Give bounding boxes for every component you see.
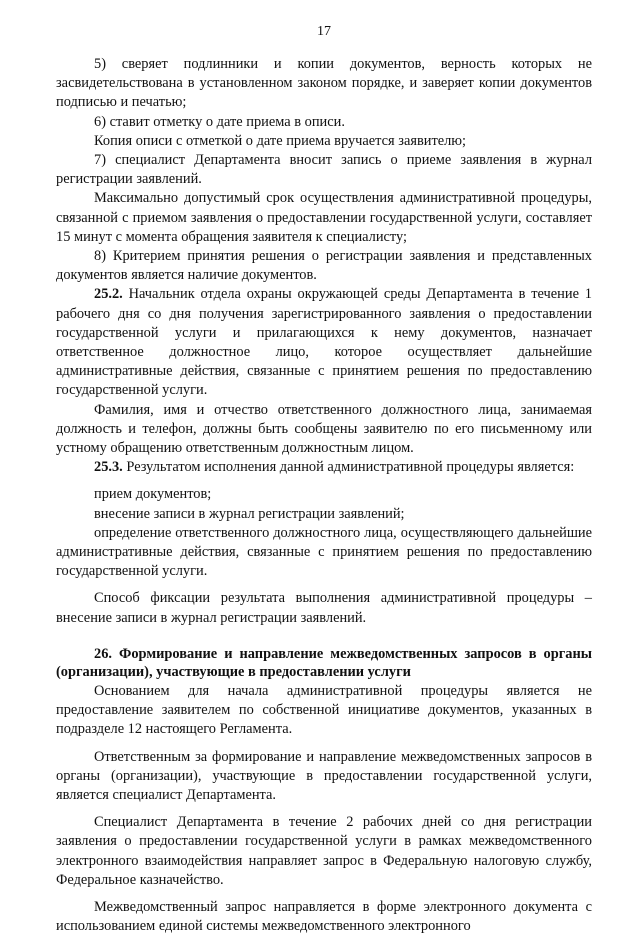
responsible-person-paragraph: Фамилия, имя и отчество ответственного должностного лица, занимаемая должность и телефон, должны быть сообщены заявителю по его письменному или устному обращению ответственным должностным лицом.	[56, 401, 592, 457]
item-8: 8) Критерием принятия решения о регистрации заявления и представленных документов является наличие документов.	[56, 248, 592, 284]
section-26-paragraph-3: Специалист Департамента в течение 2 рабочих дней со дня регистрации заявления о предоставлении государственной услуги в рамках межведомственного электронного взаимодействия направляет запрос в Федеральную налоговую службу, Федеральное казначейство.	[56, 814, 592, 888]
section-26-paragraph-2: Ответственным за формирование и направление межведомственных запросов в органы (организации), участвующие в предоставлении государственной услуги, является специалист Департамента.	[56, 748, 592, 803]
item-7: 7) специалист Департамента вносит запись о приеме заявления в журнал регистрации заявлений.	[56, 152, 592, 188]
section-26-paragraph-4: Межведомственный запрос направляется в форме электронного документа с использованием единой системы межведомственного электронного	[56, 898, 592, 935]
item-6: 6) ставит отметку о дате приема в описи.	[94, 113, 345, 130]
section-26-heading: 26. Формирование и направление межведомственных запросов в органы (организации), участвующие в предоставлении услуги	[56, 645, 592, 681]
result-item-3: определение ответственного должностного лица, осуществляющего дальнейшие административные действия, связанные с принятием решения по предоставлению государственной услуги.	[56, 524, 592, 580]
copy-note: Копия описи с отметкой о дате приема вручается заявителю;	[94, 132, 467, 149]
section-25-3-text: Результатом исполнения данной административной процедуры является:	[122, 459, 575, 476]
document-page	[56, 24, 592, 936]
result-item-2: внесение записи в журнал регистрации заявлений;	[94, 505, 405, 522]
section-25-2-number: 25.2.	[94, 286, 123, 303]
fixation-paragraph: Способ фиксации результата выполнения административной процедуры – внесение записи в журнал регистрации заявлений.	[56, 590, 592, 626]
item-5: 5) сверяет подлинники и копии документов, верность которых не засвидетельствована в установленном законом порядке, и заверяет копии документов подписью и печатью;	[56, 56, 592, 111]
page-number: 17	[317, 24, 331, 39]
section-25-2-text: Начальник отдела охраны окружающей среды Департамента в течение 1 рабочего дня со дня получения зарегистрированного заявления о предоставлении государственной услуги и прилагающихся к нему документов, назначает ответственное должностное лицо, которое осуществляет дальнейшие административные действия, связанные с принятием решения по предоставлению государственной услуги.	[56, 286, 592, 399]
max-time-paragraph: Максимально допустимый срок осуществления административной процедуры, связанной с приемом заявления о предоставлении государственной услуги, составляет 15 минут с момента обращения заявителя к специалисту;	[56, 190, 592, 245]
section-25-3-number: 25.3.	[94, 459, 123, 476]
section-25-3	[56, 458, 592, 477]
section-25-2	[56, 285, 592, 400]
result-item-1: прием документов;	[94, 486, 212, 503]
section-26-paragraph-1: Основанием для начала административной процедуры является не предоставление заявителем по собственной инициативе документов, указанных в подразделе 12 настоящего Регламента.	[56, 682, 592, 738]
